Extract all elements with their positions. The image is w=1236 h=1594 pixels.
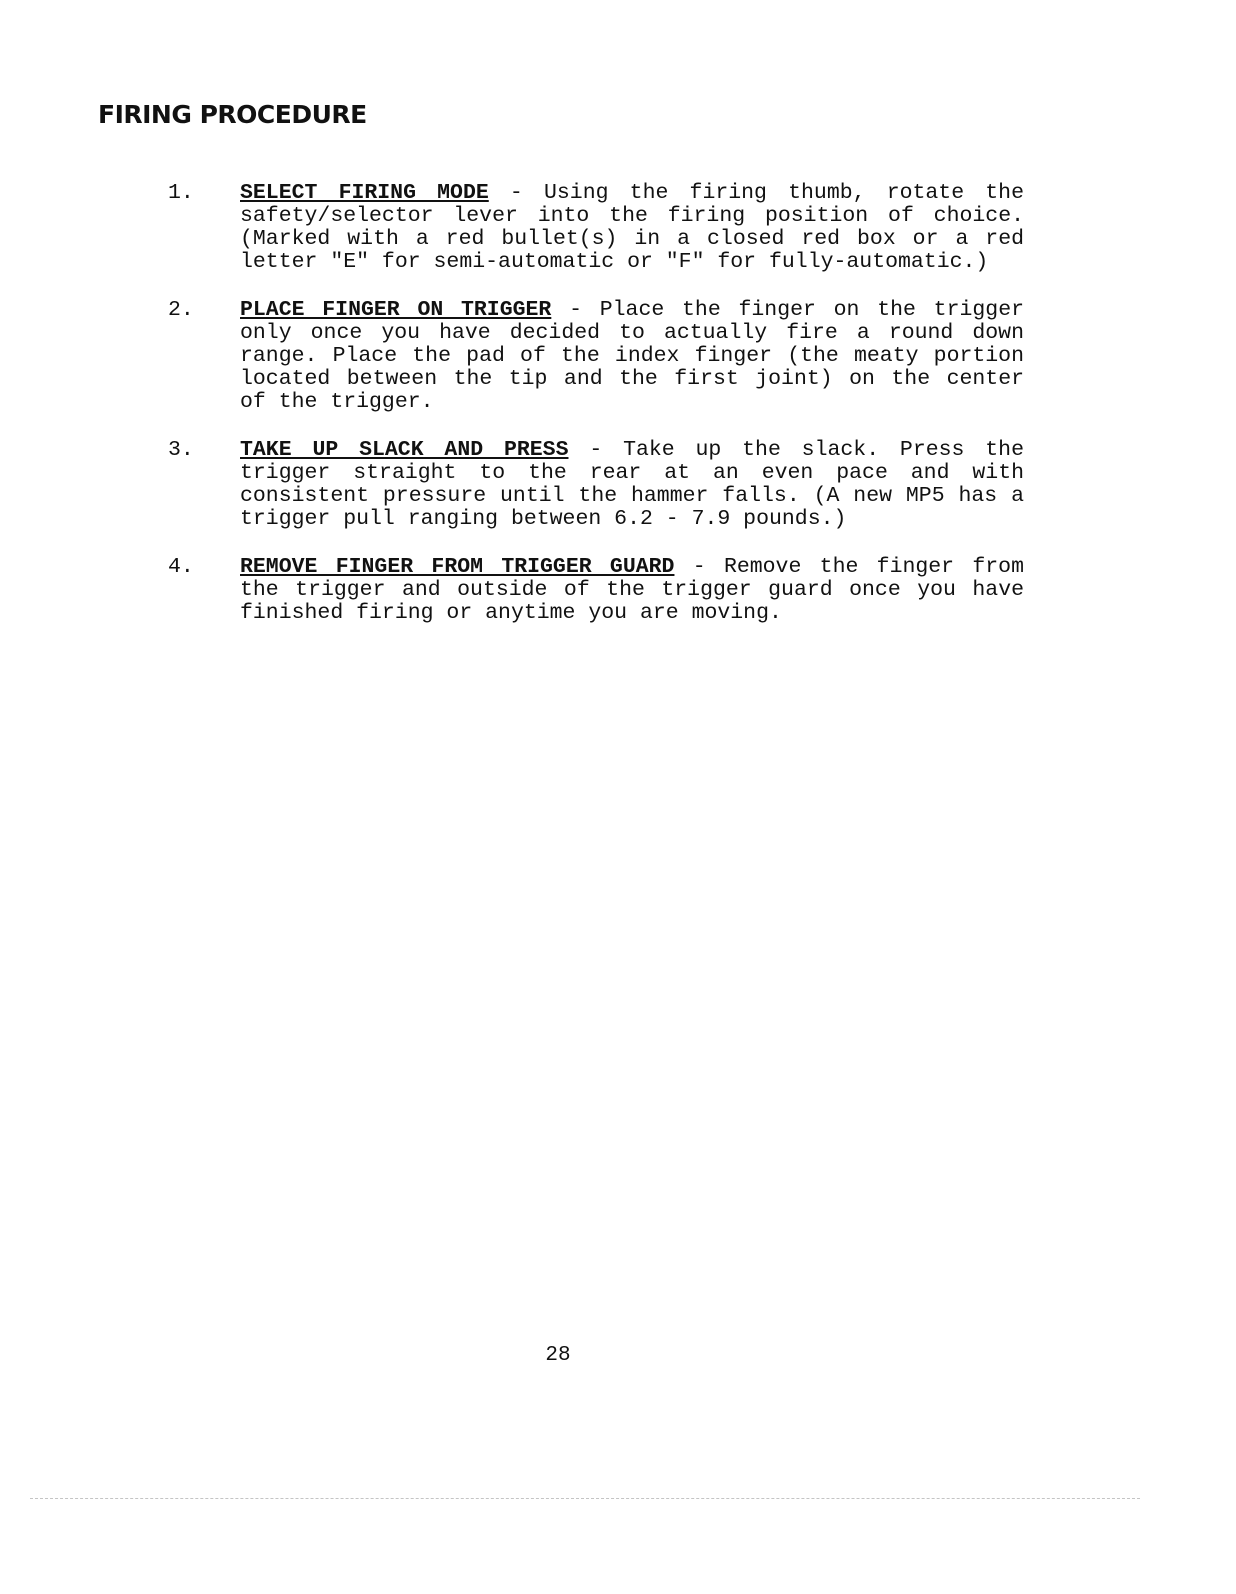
- step-separator: -: [488, 181, 544, 205]
- page-title: FIRING PROCEDURE: [98, 100, 367, 129]
- step-text: Take up the slack. Press the trigger straight to the rear at an even pace and with consistent pressure until the hammer falls. (A new MP5 has a trigger pull ranging between 6.2 - 7.9 pounds.): [240, 438, 1024, 531]
- step-number: 4.: [168, 555, 194, 579]
- procedure-step-remove-finger: [168, 556, 1024, 625]
- step-text: Using the firing thumb, rotate the safety/selector lever into the firing position of choice. (Marked with a red bullet(s) in a closed red box or a red letter "E" for semi-automatic or "F" for fully-automatic.): [240, 181, 1024, 274]
- step-heading: TAKE UP SLACK AND PRESS: [240, 438, 569, 462]
- procedure-step-select-firing-mode: [168, 182, 1024, 274]
- step-body: [240, 439, 1024, 531]
- step-number: 2.: [168, 298, 194, 322]
- step-heading: REMOVE FINGER FROM TRIGGER GUARD: [240, 555, 675, 579]
- step-body: [240, 556, 1024, 625]
- procedure-list: [168, 182, 1024, 650]
- page-number: 28: [545, 1344, 571, 1367]
- step-separator: -: [674, 555, 724, 579]
- step-number: 1.: [168, 181, 194, 205]
- procedure-step-place-finger: [168, 299, 1024, 414]
- step-heading: SELECT FIRING MODE: [240, 181, 489, 205]
- step-heading: PLACE FINGER ON TRIGGER: [240, 298, 552, 322]
- step-separator: -: [551, 298, 600, 322]
- step-text: Remove the finger from the trigger and outside of the trigger guard once you have finished firing or anytime you are moving.: [240, 555, 1024, 625]
- scan-edge-divider: [30, 1498, 1140, 1499]
- step-number: 3.: [168, 438, 194, 462]
- step-text: Place the finger on the trigger only once you have decided to actually fire a round down range. Place the pad of the index finger (the meaty portion located between the tip and the first joint) on the center of the trigger.: [240, 298, 1024, 414]
- procedure-step-take-up-slack: [168, 439, 1024, 531]
- step-body: [240, 182, 1024, 274]
- step-body: [240, 299, 1024, 414]
- step-separator: -: [568, 438, 624, 462]
